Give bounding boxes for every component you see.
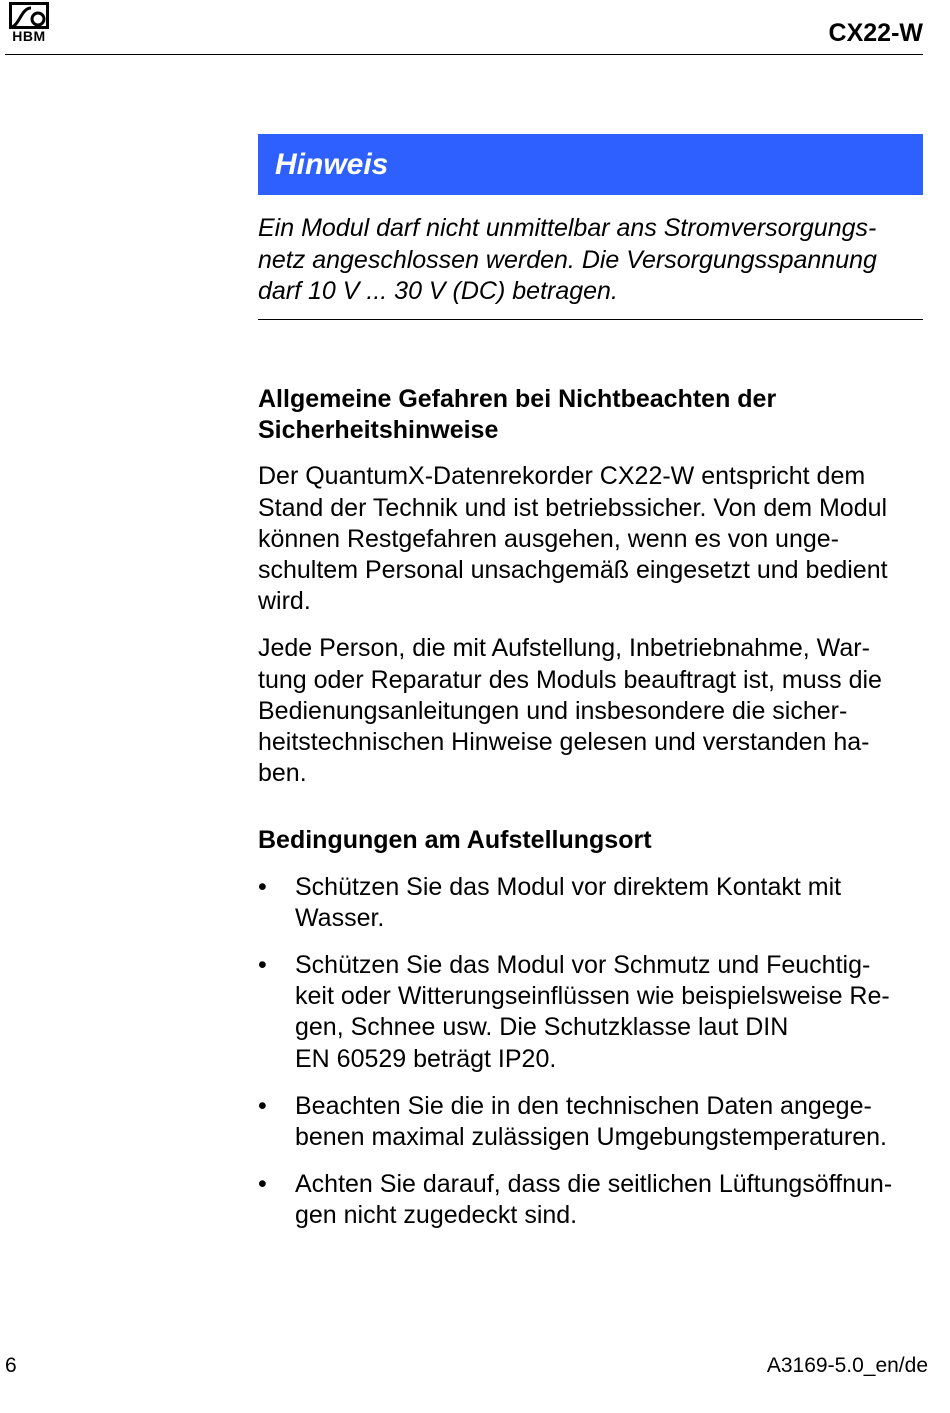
paragraph-line: heitstechnischen Hinweise gelesen und verstanden ha- — [258, 728, 870, 757]
note-line: Ein Modul darf nicht unmittelbar ans Stromversorgungs- — [258, 214, 877, 242]
document-id: A3169-5.0_en/de — [766, 1354, 928, 1377]
list-item-line: Schützen Sie das Modul vor Schmutz und Feuchtig- — [295, 951, 871, 980]
bullet-icon: • — [258, 951, 267, 980]
list-item-line: benen maximal zulässigen Umgebungstemperaturen. — [295, 1123, 887, 1152]
main-content — [258, 384, 928, 1248]
list-item — [258, 872, 928, 934]
section-heading-site-conditions: Bedingungen am Aufstellungsort — [258, 826, 652, 855]
section-heading-general-dangers — [258, 384, 928, 446]
paragraph-line: schultem Personal unsachgemäß eingesetzt und bedient — [258, 556, 888, 585]
paragraph-line: wird. — [258, 587, 311, 616]
header-divider — [5, 54, 923, 55]
paragraph-line: tung oder Reparatur des Moduls beauftragt ist, muss die — [258, 665, 882, 694]
bullet-icon: • — [258, 1091, 267, 1120]
document-title: CX22-W — [828, 19, 923, 47]
logo-text: HBM — [12, 28, 46, 44]
paragraph-line: Jede Person, die mit Aufstellung, Inbetriebnahme, War- — [258, 634, 870, 663]
paragraph-residual-dangers — [258, 461, 928, 617]
list-item — [258, 1169, 928, 1231]
note-banner: Hinweis — [258, 134, 923, 195]
note-divider — [258, 319, 923, 320]
note-line: darf 10 V ... 30 V (DC) betragen. — [258, 277, 618, 305]
page-number: 6 — [5, 1354, 17, 1377]
paragraph-line: Der QuantumX-Datenrekorder CX22-W entspricht dem — [258, 462, 866, 491]
bullet-icon: • — [258, 872, 267, 901]
hbm-logo — [7, 2, 51, 44]
list-item — [258, 1091, 928, 1153]
note-line: netz angeschlossen werden. Die Versorgungsspannung — [258, 245, 877, 274]
paragraph-line: ben. — [258, 759, 307, 788]
list-item-line: Beachten Sie die in den technischen Daten angege- — [295, 1091, 872, 1120]
paragraph-line: Bedienungsanleitungen und insbesondere die sicher- — [258, 696, 848, 725]
list-item-line: EN 60529 beträgt IP20. — [295, 1044, 557, 1073]
paragraph-line: Stand der Technik und ist betriebssicher. Von dem Modul — [258, 493, 888, 522]
list-item-line: gen, Schnee usw. Die Schutzklasse laut DIN — [295, 1013, 789, 1042]
note-text — [258, 213, 923, 308]
list-item-line: Wasser. — [295, 903, 385, 932]
bullet-icon: • — [258, 1170, 267, 1199]
hbm-logo-mark-icon — [9, 2, 49, 29]
paragraph-personnel — [258, 633, 928, 789]
list-item-line: gen nicht zugedeckt sind. — [295, 1201, 578, 1230]
list-item-line: Schützen Sie das Modul vor direktem Kontakt mit — [295, 872, 842, 901]
site-conditions-list — [258, 872, 928, 1232]
heading-line: Sicherheitshinweise — [258, 416, 499, 445]
list-item-line: Achten Sie darauf, dass die seitlichen Lüftungsöffnun- — [295, 1170, 893, 1199]
list-item — [258, 950, 928, 1075]
paragraph-line: können Restgefahren ausgehen, wenn es von unge- — [258, 524, 839, 553]
list-item-line: keit oder Witterungseinflüssen wie beispielsweise Re- — [295, 982, 890, 1011]
heading-line: Allgemeine Gefahren bei Nichtbeachten der — [258, 385, 777, 413]
